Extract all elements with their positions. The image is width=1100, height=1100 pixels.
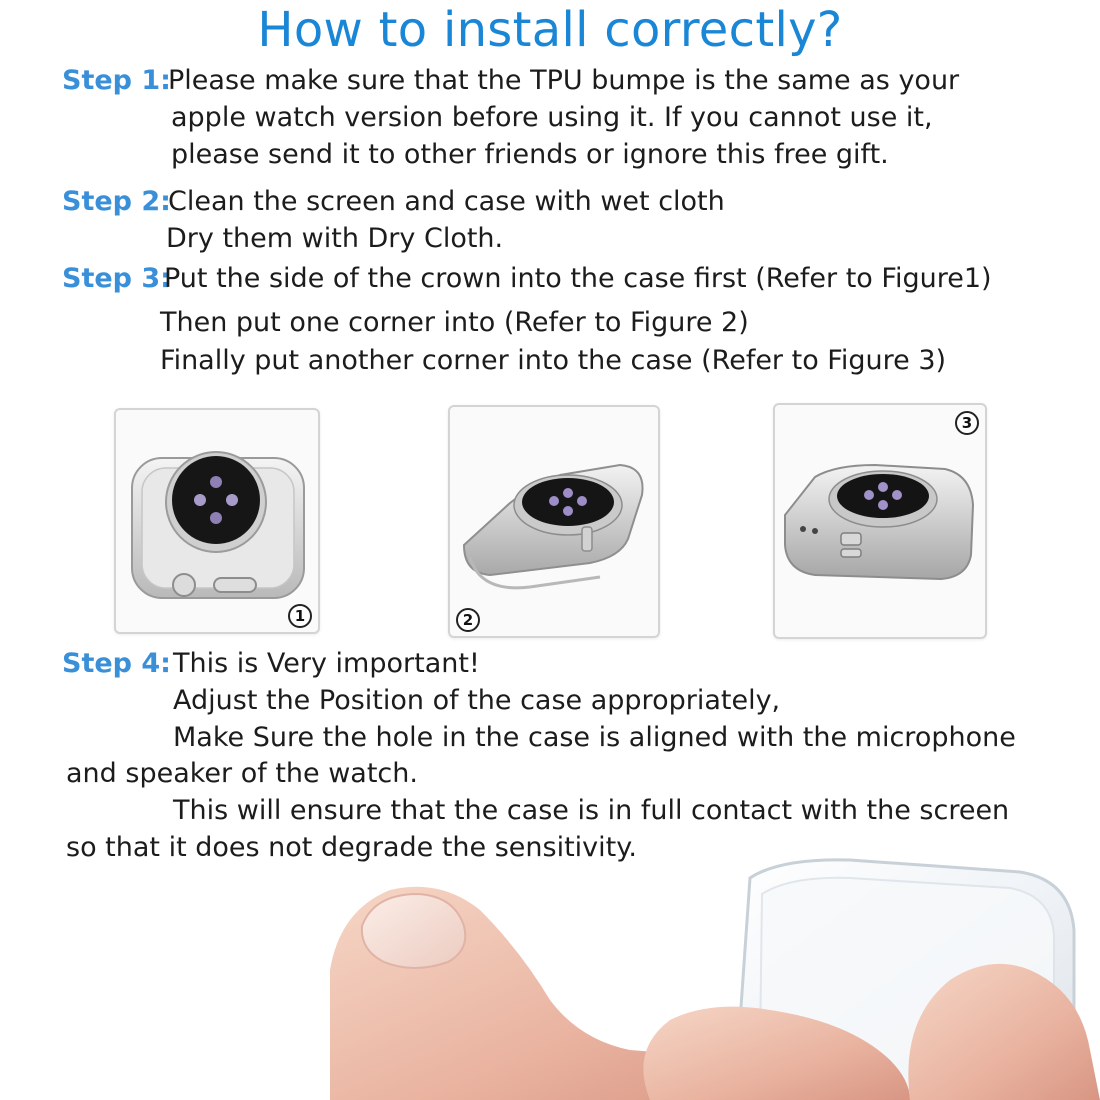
step-4-line-2: Adjust the Position of the case appropriately, — [173, 685, 781, 716]
step-4-label: Step 4: — [62, 648, 171, 679]
step-4-line-5: This will ensure that the case is in full contact with the screen — [173, 795, 1010, 826]
watch-back-image-2 — [450, 407, 658, 636]
figure-1-number: 1 — [288, 604, 312, 628]
watch-back-image-1 — [116, 410, 318, 632]
step-1-line-3: please send it to other friends or ignore this free gift. — [171, 139, 889, 170]
figure-3 — [773, 403, 987, 639]
step-1-line-1: Please make sure that the TPU bumpe is the same as your — [168, 65, 960, 96]
step-3-line-2: Then put one corner into (Refer to Figure 2) — [160, 307, 749, 338]
step-3-line-3: Finally put another corner into the case (Refer to Figure 3) — [160, 345, 947, 376]
step-3-label: Step 3: — [62, 263, 171, 294]
step-1-label: Step 1: — [62, 65, 171, 96]
step-2-line-2: Dry them with Dry Cloth. — [166, 223, 504, 254]
hand-holding-case-image — [330, 850, 1100, 1100]
step-4-line-1: This is Very important! — [173, 648, 480, 679]
figure-2-number: 2 — [456, 608, 480, 632]
page-title: How to install correctly? — [257, 2, 843, 58]
step-1-line-2: apple watch version before using it. If you cannot use it, — [171, 102, 933, 133]
figure-2 — [448, 405, 660, 638]
watch-back-image-3 — [775, 405, 985, 637]
step-3-line-1: Put the side of the crown into the case first (Refer to Figure1) — [164, 263, 992, 294]
step-4-line-6: so that it does not degrade the sensitivity. — [66, 832, 637, 863]
step-2-label: Step 2: — [62, 186, 171, 217]
step-2-line-1: Clean the screen and case with wet cloth — [168, 186, 725, 217]
step-4-line-4: and speaker of the watch. — [66, 758, 418, 789]
figure-3-number: 3 — [955, 411, 979, 435]
figure-1 — [114, 408, 320, 634]
step-4-line-3: Make Sure the hole in the case is aligned with the microphone — [173, 722, 1016, 753]
